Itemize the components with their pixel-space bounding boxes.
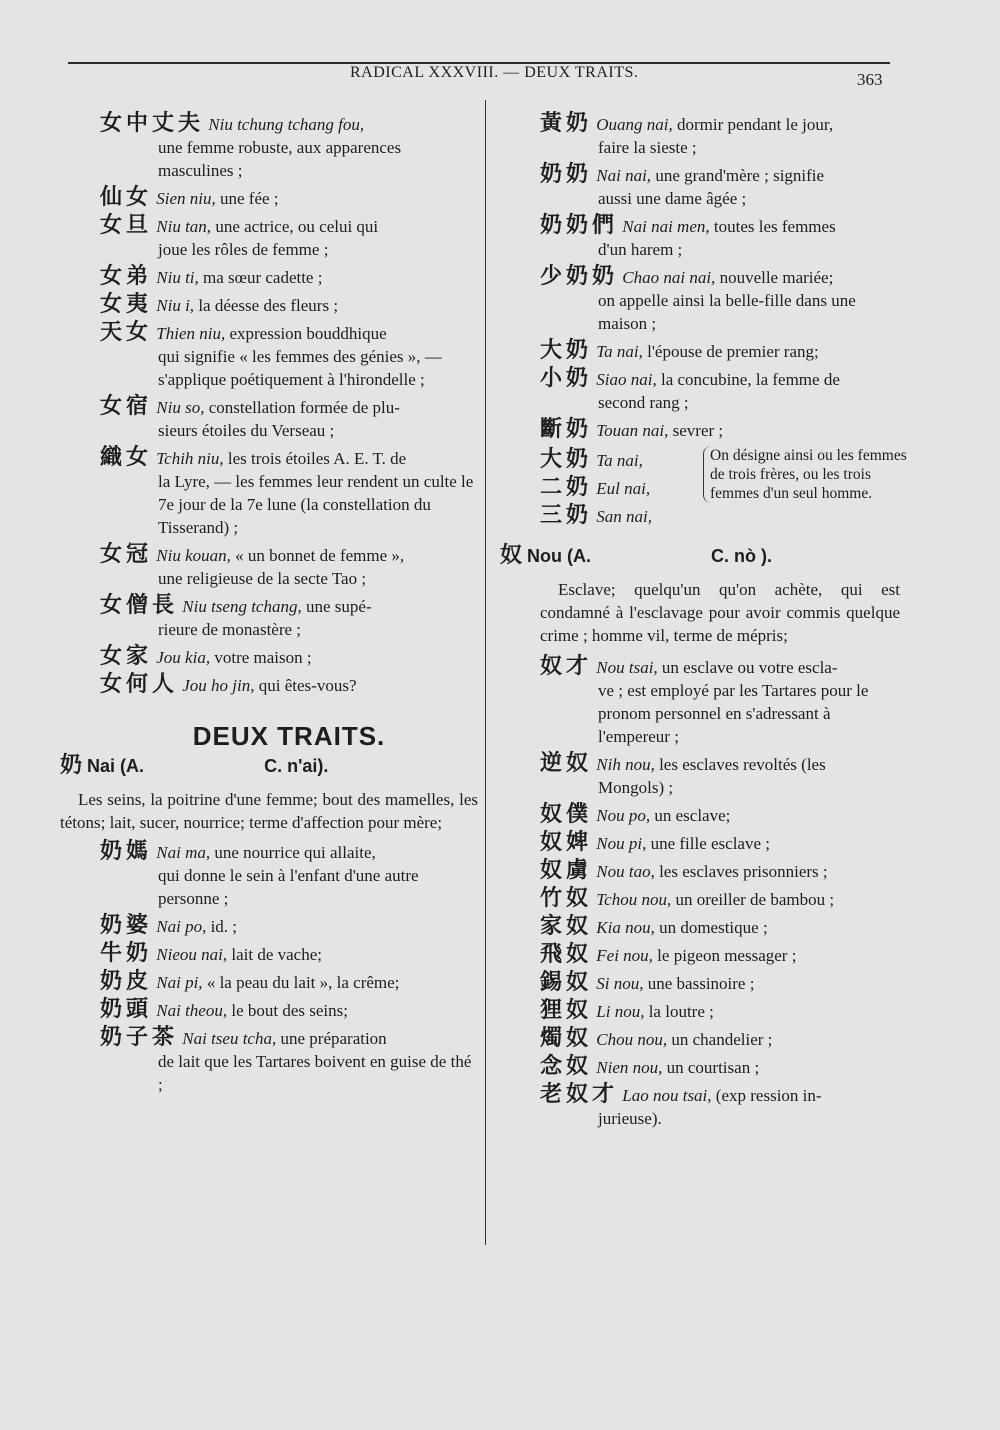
grouped-entries — [540, 446, 907, 530]
entry-first-line — [100, 645, 478, 669]
entry-definition-start: une fille esclave ; — [650, 834, 770, 853]
dictionary-entry — [540, 943, 900, 967]
entry-definition-start: la déesse des fleurs ; — [198, 296, 339, 315]
dictionary-entry — [100, 214, 478, 261]
entry-definition-start: la concubine, la femme de — [660, 370, 840, 389]
entry-romanization: Nou po, — [596, 806, 651, 825]
entry-first-line — [540, 887, 900, 911]
entry-definition-start: une nourrice qui allaite, — [214, 843, 376, 862]
entry-romanization: Chou nou, — [596, 1030, 668, 1049]
entry-definition-start: une actrice, ou celui qui — [215, 217, 379, 236]
dictionary-entry — [540, 112, 900, 159]
entry-characters: 奶奶 — [540, 162, 593, 187]
nai-entry-list — [100, 840, 478, 1096]
entry-definition-start: « un bonnet de femme », — [235, 546, 405, 565]
entry-romanization: Niu tseng tchang, — [182, 597, 302, 616]
dictionary-entry — [540, 339, 900, 363]
dictionary-entry — [100, 321, 478, 391]
dictionary-entry — [100, 112, 478, 182]
dictionary-entry — [100, 673, 478, 697]
entry-definition-start: un chandelier ; — [671, 1030, 773, 1049]
entry-characters: 奶媽 — [100, 839, 153, 864]
entry-definition-start: constellation formée de plu- — [208, 398, 400, 417]
entry-definition-start: un esclave ou votre escla- — [661, 658, 838, 677]
entry-first-line — [540, 999, 900, 1023]
dictionary-entry — [540, 163, 900, 210]
entry-definition: une femme robuste, aux apparences masculines ; — [158, 138, 402, 180]
entry-first-line — [100, 112, 478, 136]
entry-definition-start: la loutre ; — [648, 1002, 714, 1021]
entry-first-line — [540, 1027, 900, 1051]
dictionary-entry — [100, 293, 478, 317]
entry-characters: 仙女 — [100, 185, 153, 210]
dictionary-entry — [100, 594, 478, 641]
entry-definition-start: un esclave; — [654, 806, 731, 825]
entry-romanization: Niu so, — [156, 398, 205, 417]
entry-first-line — [100, 214, 478, 238]
entry-definition-start: un oreiller de bambou ; — [675, 890, 835, 909]
entry-romanization: Kia nou, — [596, 918, 655, 937]
entry-definition-start: votre maison ; — [214, 648, 312, 667]
entry-characters: 女弟 — [100, 264, 153, 289]
left-column — [60, 111, 478, 1100]
entry-romanization: Si nou, — [596, 974, 644, 993]
entry-definition: second rang ; — [598, 393, 689, 412]
dictionary-entry — [540, 367, 900, 414]
entry-first-line — [540, 943, 900, 967]
entry-definition-start: dormir pendant le jour, — [677, 115, 834, 134]
headword-romanization: Nai (A. — [87, 756, 145, 776]
entry-characters: 小奶 — [540, 366, 593, 391]
headword-nou — [500, 544, 900, 568]
dictionary-entry — [540, 859, 900, 883]
left-entry-list — [100, 112, 478, 697]
entry-characters: 家奴 — [540, 914, 593, 939]
entry-characters: 三奶 — [540, 503, 593, 528]
entry-first-line — [540, 214, 900, 238]
entry-first-line — [540, 803, 900, 827]
entry-romanization: Nou tsai, — [596, 658, 658, 677]
entry-characters: 奶皮 — [100, 969, 153, 994]
entry-first-line — [540, 163, 900, 187]
entry-definition-start: une grand'mère ; signifie — [655, 166, 825, 185]
entry-characters: 狸奴 — [540, 998, 593, 1023]
entry-romanization: Sien niu, — [156, 189, 216, 208]
entry-definition-start: l'épouse de premier rang; — [647, 342, 819, 361]
entry-first-line — [540, 112, 900, 136]
entry-romanization: Jou ho jin, — [182, 676, 255, 695]
dictionary-entry — [540, 1083, 900, 1130]
entry-first-line — [540, 971, 900, 995]
entry-characters: 老奴才 — [540, 1082, 619, 1107]
entry-characters: 奶子茶 — [100, 1025, 179, 1050]
page-number: 363 — [857, 70, 883, 89]
dictionary-entry — [100, 914, 478, 938]
entry-definition: qui signifie « les femmes des génies », — s'applique poétiquement à l'hirondelle ; — [158, 347, 442, 389]
entry-definition-start: nouvelle mariée; — [719, 268, 834, 287]
entry-characters: 奴婢 — [540, 830, 593, 855]
entry-definition: ve ; est employé par les Tartares pour le pronom personnel en s'adressant à l'empereur ; — [598, 681, 869, 746]
entry-first-line — [540, 418, 900, 442]
entry-romanization: Nai pi, — [156, 973, 203, 992]
entry-definition: rieure de monastère ; — [158, 620, 302, 639]
entry-definition: de lait que les Tartares boivent en guise de thé ; — [158, 1052, 472, 1094]
entry-first-line — [100, 186, 478, 210]
entry-definition-start: lait de vache; — [231, 945, 322, 964]
entry-characters: 燭奴 — [540, 1026, 593, 1051]
dictionary-entry — [540, 803, 900, 827]
entry-romanization: Ta nai, — [596, 451, 643, 470]
entry-characters: 奴才 — [540, 654, 593, 679]
dictionary-entry — [100, 942, 478, 966]
entry-characters: 奴虜 — [540, 858, 593, 883]
dictionary-entry — [100, 645, 478, 669]
entry-romanization: San nai, — [596, 507, 652, 526]
section-heading: DEUX TRAITS. — [192, 721, 386, 751]
entry-characters: 女何人 — [100, 672, 179, 697]
headword-cantonese: C. nò ). — [711, 546, 773, 566]
column-divider — [485, 100, 486, 1245]
entry-definition: aussi une dame âgée ; — [598, 189, 747, 208]
headword-character: 奴 — [500, 543, 523, 568]
entry-characters: 女冠 — [100, 542, 153, 567]
entry-first-line — [100, 395, 478, 419]
entry-definition-start: une fée ; — [220, 189, 279, 208]
entry-first-line — [540, 265, 900, 289]
entry-romanization: Siao nai, — [596, 370, 657, 389]
dictionary-entry — [540, 831, 900, 855]
dictionary-entry — [540, 915, 900, 939]
entry-definition: Mongols) ; — [598, 778, 674, 797]
entry-characters: 女僧長 — [100, 593, 179, 618]
dictionary-entry — [100, 186, 478, 210]
entry-characters: 女旦 — [100, 213, 153, 238]
entry-first-line — [540, 831, 900, 855]
entry-characters: 女宿 — [100, 394, 153, 419]
entry-romanization: Nieou nai, — [156, 945, 228, 964]
entry-first-line — [540, 1083, 900, 1107]
entry-romanization: Jou kia, — [156, 648, 211, 667]
entry-definition: d'un harem ; — [598, 240, 683, 259]
entry-first-line — [100, 1026, 478, 1050]
grouped-entry — [540, 502, 900, 530]
entry-first-line — [100, 543, 478, 567]
entry-definition: faire la sieste ; — [598, 138, 697, 157]
entry-first-line — [100, 914, 478, 938]
entry-definition-start: (exp ression in- — [715, 1086, 822, 1105]
entry-romanization: Nai theou, — [156, 1001, 228, 1020]
entry-definition: jurieuse). — [598, 1109, 662, 1128]
entry-first-line — [100, 594, 478, 618]
entry-definition-start: id. ; — [210, 917, 238, 936]
headword-romanization: Nou (A. — [527, 546, 592, 566]
entry-characters: 少奶奶 — [540, 264, 619, 289]
headword-definition: Les seins, la poitrine d'une femme; bout des mamelles, les tétons; lait, sucer, nourrice; terme d'affection pour mère; — [60, 790, 478, 832]
entry-first-line — [100, 446, 478, 470]
dictionary-entry — [540, 655, 900, 748]
entry-characters: 竹奴 — [540, 886, 593, 911]
entry-romanization: Niu tan, — [156, 217, 212, 236]
dictionary-entry — [100, 543, 478, 590]
entry-characters: 女夷 — [100, 292, 153, 317]
dictionary-entry — [540, 1055, 900, 1079]
entry-first-line — [540, 859, 900, 883]
entry-romanization: Nou pi, — [596, 834, 647, 853]
entry-definition-start: qui êtes-vous? — [258, 676, 357, 695]
dictionary-entry — [100, 395, 478, 442]
entry-romanization: Niu ti, — [156, 268, 199, 287]
entry-romanization: Nai ma, — [156, 843, 211, 862]
entry-characters: 二奶 — [540, 475, 593, 500]
dictionary-entry — [100, 970, 478, 994]
entry-characters: 斷奶 — [540, 417, 593, 442]
entry-definition-start: un courtisan ; — [666, 1058, 760, 1077]
entry-first-line — [100, 673, 478, 697]
right-entry-list — [540, 112, 900, 442]
entry-romanization: Niu kouan, — [156, 546, 231, 565]
entry-characters: 大奶 — [540, 447, 593, 472]
entry-romanization: Fei nou, — [596, 946, 653, 965]
running-header: RADICAL XXXVIII. — DEUX TRAITS. — [350, 64, 639, 81]
entry-first-line — [100, 321, 478, 345]
entry-first-line — [540, 752, 900, 776]
dictionary-entry — [540, 214, 900, 261]
entry-definition: une religieuse de la secte Tao ; — [158, 569, 367, 588]
headword-cantonese: C. n'ai). — [264, 756, 329, 776]
entry-definition-start: une préparation — [280, 1029, 387, 1048]
entry-romanization: Nou tao, — [596, 862, 655, 881]
entry-definition: qui donne le sein à l'enfant d'une autre personne ; — [158, 866, 419, 908]
grouped-entry-note: On désigne ainsi ou les femmes de trois frères, ou les trois femmes d'un seul homme. — [703, 446, 910, 503]
entry-characters: 錫奴 — [540, 970, 593, 995]
entry-definition-start: une bassinoire ; — [647, 974, 755, 993]
entry-characters: 牛奶 — [100, 941, 153, 966]
entry-characters: 念奴 — [540, 1054, 593, 1079]
entry-romanization: Nai po, — [156, 917, 207, 936]
entry-characters: 飛奴 — [540, 942, 593, 967]
dictionary-entry — [540, 752, 900, 799]
dictionary-entry — [100, 1026, 478, 1096]
entry-first-line — [540, 367, 900, 391]
entry-romanization: Lao nou tsai, — [622, 1086, 712, 1105]
entry-romanization: Nai nai, — [596, 166, 652, 185]
headword-nai — [60, 754, 478, 778]
entry-first-line — [100, 998, 478, 1022]
entry-romanization: Niu tchung tchang fou, — [208, 115, 365, 134]
entry-romanization: Chao nai nai, — [622, 268, 716, 287]
entry-definition-start: toutes les femmes — [713, 217, 836, 236]
right-column — [500, 111, 907, 1134]
dictionary-entry — [540, 265, 900, 335]
entry-romanization: Nai nai men, — [622, 217, 710, 236]
entry-first-line — [540, 655, 900, 679]
entry-first-line — [100, 840, 478, 864]
entry-definition: on appelle ainsi la belle-fille dans une maison ; — [598, 291, 856, 333]
entry-definition: la Lyre, — les femmes leur rendent un culte le 7e jour de la 7e lune (la constellation du Tisserand) ; — [158, 472, 474, 537]
headword-definition: Esclave; quelqu'un qu'on achète, qui est condamné à l'esclavage pour avoir commis quelque crime ; homme vil, terme de mépris; — [540, 580, 900, 645]
dictionary-entry — [540, 418, 900, 442]
entry-first-line — [540, 915, 900, 939]
entry-definition: joue les rôles de femme ; — [158, 240, 329, 259]
dictionary-entry — [100, 265, 478, 289]
dictionary-entry — [100, 998, 478, 1022]
entry-definition-start: « la peau du lait », la crême; — [206, 973, 400, 992]
dictionary-entry — [100, 446, 478, 539]
entry-first-line — [100, 265, 478, 289]
entry-definition-start: une supé- — [305, 597, 372, 616]
entry-romanization: Ouang nai, — [596, 115, 673, 134]
entry-romanization: Niu i, — [156, 296, 195, 315]
entry-characters: 黃奶 — [540, 111, 593, 136]
entry-first-line — [540, 1055, 900, 1079]
entry-romanization: Nai tseu tcha, — [182, 1029, 277, 1048]
entry-characters: 天女 — [100, 320, 153, 345]
entry-characters: 女中丈夫 — [100, 111, 205, 136]
entry-romanization: Tchih niu, — [156, 449, 224, 468]
entry-characters: 奶婆 — [100, 913, 153, 938]
entry-romanization: Nien nou, — [596, 1058, 663, 1077]
dictionary-entry — [540, 1027, 900, 1051]
entry-characters: 女家 — [100, 644, 153, 669]
headword-character: 奶 — [60, 753, 83, 778]
entry-romanization: Eul nai, — [596, 479, 651, 498]
entry-first-line — [540, 339, 900, 363]
entry-characters: 奶奶們 — [540, 213, 619, 238]
entry-romanization: Touan nai, — [596, 421, 669, 440]
entry-first-line — [100, 293, 478, 317]
dictionary-entry — [540, 887, 900, 911]
entry-definition-start: sevrer ; — [672, 421, 724, 440]
entry-romanization: Tchou nou, — [596, 890, 672, 909]
entry-definition-start: ma sœur cadette ; — [203, 268, 323, 287]
entry-characters: 大奶 — [540, 338, 593, 363]
dictionary-entry — [540, 999, 900, 1023]
entry-definition-start: expression bouddhique — [229, 324, 387, 343]
entry-characters: 逆奴 — [540, 751, 593, 776]
entry-romanization: Nih nou, — [596, 755, 655, 774]
entry-first-line — [100, 970, 478, 994]
dictionary-entry — [540, 971, 900, 995]
entry-definition-start: les esclaves revoltés (les — [659, 755, 826, 774]
entry-definition-start: un domestique ; — [659, 918, 768, 937]
entry-first-line — [100, 942, 478, 966]
entry-romanization: Ta nai, — [596, 342, 643, 361]
entry-definition-start: les esclaves prisonniers ; — [659, 862, 828, 881]
entry-definition: sieurs étoiles du Verseau ; — [158, 421, 335, 440]
entry-definition-start: le bout des seins; — [231, 1001, 348, 1020]
entry-romanization: Li nou, — [596, 1002, 645, 1021]
entry-romanization: Thien niu, — [156, 324, 226, 343]
dictionary-entry — [100, 840, 478, 910]
entry-characters: 織女 — [100, 445, 153, 470]
entry-definition-start: les trois étoiles A. E. T. de — [227, 449, 407, 468]
entry-characters: 奶頭 — [100, 997, 153, 1022]
entry-characters: 奴僕 — [540, 802, 593, 827]
entry-definition-start: le pigeon messager ; — [657, 946, 797, 965]
nou-entry-list — [540, 655, 900, 1130]
